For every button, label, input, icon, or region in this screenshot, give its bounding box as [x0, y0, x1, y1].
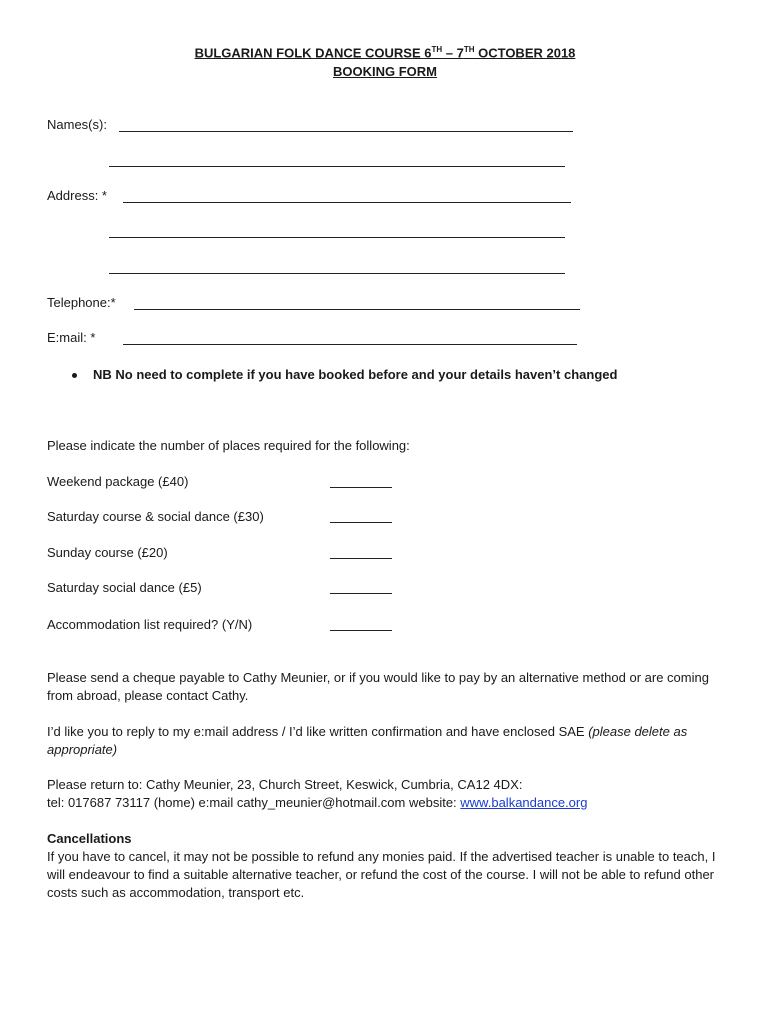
email-label: E:mail: *	[47, 330, 96, 345]
contact-text: tel: 017687 73117 (home) e:mail cathy_meunier@hotmail.com website:	[47, 795, 461, 810]
place-input-accommodation[interactable]	[330, 630, 392, 631]
reply-text: I’d like you to reply to my e:mail address / I’d like written confirmation and have enclosed SAE	[47, 724, 589, 739]
place-item-accommodation: Accommodation list required? (Y/N)	[47, 617, 253, 632]
address-label: Address: *	[47, 188, 107, 203]
return-address	[47, 776, 729, 812]
address-input-line-1[interactable]	[123, 202, 571, 203]
title-text: BULGARIAN FOLK DANCE COURSE 6	[194, 45, 432, 61]
names-input-line-1[interactable]	[119, 131, 573, 132]
bullet-icon	[72, 373, 77, 378]
website-link[interactable]: www.balkandance.org	[460, 795, 588, 810]
address-input-line-2[interactable]	[109, 237, 565, 238]
title-text: – 7	[442, 45, 464, 61]
reply-note: (please delete as appropriate)	[47, 724, 688, 757]
place-item-weekend: Weekend package (£40)	[47, 474, 189, 489]
names-input-line-2[interactable]	[109, 166, 565, 167]
return-address-line: Please return to: Cathy Meunier, 23, Church Street, Keswick, Cumbria, CA12 4DX:	[47, 777, 523, 792]
names-label: Names(s):	[47, 117, 107, 132]
email-input-line[interactable]	[123, 344, 577, 345]
reply-paragraph	[47, 723, 729, 759]
place-item-saturday-course: Saturday course & social dance (£30)	[47, 509, 264, 524]
form-subtitle: BOOKING FORM	[333, 64, 437, 79]
title-text: OCTOBER 2018	[474, 45, 576, 61]
cancellations-text: If you have to cancel, it may not be possible to refund any monies paid. If the advertised teacher is unable to teach, I will endeavour to find a suitable alternative teacher, or refund the cost of the course. I will not be able to refund other costs such as accommodation, transport etc.	[47, 849, 716, 900]
address-input-line-3[interactable]	[109, 273, 565, 274]
place-item-saturday-social: Saturday social dance (£5)	[47, 580, 202, 595]
places-intro: Please indicate the number of places required for the following:	[47, 438, 410, 453]
place-item-sunday-course: Sunday course (£20)	[47, 545, 168, 560]
place-input-weekend[interactable]	[330, 487, 392, 488]
contact-line	[47, 794, 729, 812]
payment-paragraph: Please send a cheque payable to Cathy Meunier, or if you would like to pay by an alternative method or are coming from abroad, please contact Cathy.	[47, 670, 709, 703]
cancellations-heading: Cancellations	[47, 831, 132, 846]
title-superscript: TH	[431, 45, 443, 54]
title-superscript: TH	[463, 45, 475, 54]
telephone-label: Telephone:*	[47, 295, 116, 310]
nb-note: NB No need to complete if you have booked before and your details haven’t changed	[93, 367, 618, 382]
place-input-sunday-course[interactable]	[330, 558, 392, 559]
telephone-input-line[interactable]	[134, 309, 580, 310]
place-input-saturday-social[interactable]	[330, 593, 392, 594]
form-title	[0, 45, 770, 60]
place-input-saturday-course[interactable]	[330, 522, 392, 523]
